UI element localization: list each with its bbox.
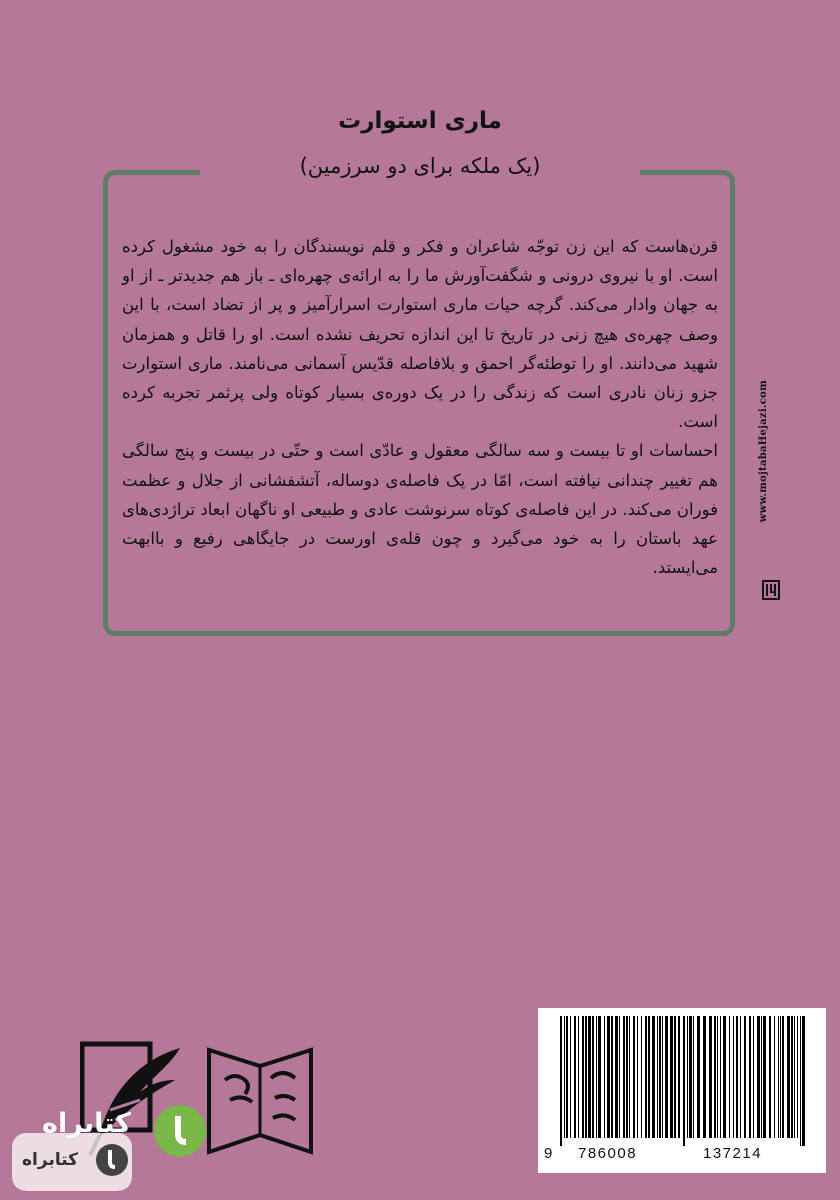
book-subtitle: (یک ملکه برای دو سرزمین) [200,154,640,178]
barcode-bar [774,1016,775,1138]
watermark-brand-small: کتابراه [22,1150,79,1170]
blurb [122,232,718,582]
barcode-bar [780,1016,781,1138]
barcode-bar [598,1016,601,1138]
barcode-bar [689,1016,692,1138]
barcode-bar [611,1016,613,1138]
barcode-bar [763,1016,766,1138]
author-logo-icon [762,580,780,600]
barcode-bar [570,1016,571,1138]
barcode-bar [693,1016,694,1138]
barcode-bar [641,1016,642,1138]
barcode-bar [560,1016,562,1146]
barcode-bar [585,1016,587,1138]
barcode-bar [607,1016,610,1138]
barcode-bar [574,1016,576,1138]
barcode-bar [665,1016,668,1138]
barcode-bar [800,1016,801,1146]
barcode-bar [648,1016,650,1138]
barcode-digits-group-1: 786008 [578,1145,638,1162]
barcode-bar [687,1016,688,1138]
barcode-digits-group-2: 137214 [703,1145,763,1162]
barcode-bar [578,1016,579,1138]
ketabrah-small-logo-icon [92,1140,132,1180]
barcode-bar [794,1016,795,1138]
barcode-bar [749,1016,751,1138]
barcode-bar [709,1016,712,1138]
blurb-paragraph-2: احساسات او تا بیست و سه سالگی معقول و عادّی است و حتّی در بیست و پنج سالگی هم تغییر چندانی نیافته است، امّا در یک فاصله‌ی دوساله، آتشفشانی از جلال و عظمت فوران می‌کند. در این فاصله‌ی کوتاه سرنوشت عادی و طبیعی او ناگهان ابعاد تراژدی‌های عهد باستان را به خود می‌گیرد و چون قله‌ی اورست در جایگاهی رفیع و باابهت می‌ایستد. [122,441,718,578]
blurb-paragraph-1: قرن‌هاست که این زن توجّه شاعران و فکر و قلم نویسندگان را به خود مشغول کرده است. او با نیروی درونی و شگفت‌آورش ما را به ارائه‌ی چهره‌ای ـ باز هم جدیدتر ـ از او به جهان وادار می‌کند. گرچه حیات ماری استوارت اسرارآمیز و پر از تضاد است، با این وصف چهره‌ی هیچ زنی در تاریخ تا این اندازه تحریف نشده است. او را قاتل و همزمان شهید می‌دانند. او را توطئه‌گر احمق و بلافاصله قدّیس آسمانی می‌نامند. ماری استوارت جزو زنان نادری است که زندگی را در یک دوره‌ی بسیار کوتاه ولی پرثمر تجربه کرده است. [122,237,718,432]
barcode-bar [652,1016,655,1138]
barcode-bar [629,1016,630,1138]
barcode-bar [744,1016,746,1138]
barcode-bar [714,1016,716,1138]
barcode-bar [791,1016,793,1138]
barcode-bar [683,1016,685,1146]
barcode-bar [604,1016,605,1138]
barcode-bar [723,1016,726,1138]
barcode-bar [582,1016,584,1138]
barcode-bar [619,1016,620,1138]
barcode-bar [733,1016,734,1138]
barcode-bar [633,1016,635,1138]
barcode-bar [564,1016,565,1138]
isbn-barcode [538,1008,826,1173]
barcode-bar [802,1016,805,1146]
barcode-bar [782,1016,784,1138]
barcode-bar [769,1016,771,1138]
barcode-bar [566,1016,568,1138]
barcode-bar [753,1016,754,1138]
parsian-publisher-logo-icon [205,1040,315,1160]
barcode-bar [720,1016,721,1138]
barcode-digit-prefix: 9 [544,1145,554,1162]
barcode-bars [558,1016,808,1146]
barcode-bar [757,1016,760,1138]
watermark-brand: کتابراه [42,1108,131,1139]
barcode-bar [778,1016,779,1138]
barcode-bar [703,1016,706,1138]
barcode-bar [670,1016,673,1138]
barcode-bar [797,1016,798,1138]
barcode-bar [626,1016,628,1138]
barcode-bar [592,1016,594,1138]
barcode-bar [662,1016,663,1138]
barcode-bar [736,1016,738,1138]
barcode-bar [787,1016,790,1138]
barcode-bar [657,1016,658,1138]
website-url: www.mojtabaHejazi.com [758,380,769,523]
barcode-bar [623,1016,625,1138]
barcode-bar [717,1016,718,1138]
barcode-bar [674,1016,676,1138]
barcode-bar [637,1016,638,1138]
barcode-bar [740,1016,741,1138]
barcode-bar [659,1016,661,1138]
barcode-bar [596,1016,597,1138]
barcode-bar [615,1016,618,1138]
book-title: ماری استوارت [338,108,502,134]
barcode-bar [697,1016,700,1138]
barcode-bar [729,1016,730,1138]
barcode-bar [588,1016,591,1138]
barcode-bar [645,1016,647,1138]
barcode-bar [761,1016,762,1138]
barcode-bar [678,1016,680,1138]
